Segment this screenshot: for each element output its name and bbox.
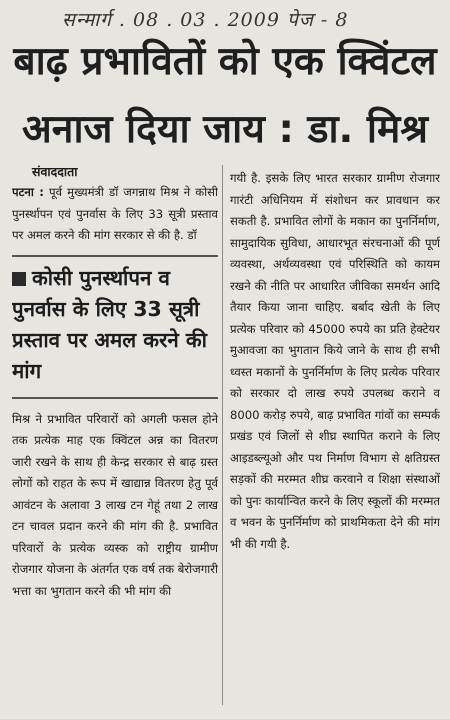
subheadline [12, 255, 218, 399]
right-paragraph-1: गयी है. इसके लिए भारत सरकार ग्रामीण रोजगार गारंटी अधिनियम में संशोधन कर प्रावधान कर सकती है. प्रभावित लोगों के मकान का पुनर्निर्माण, सामुदायिक सुविधा, आधारभूत संरचनाओं की पूर्ण व्यवस्था, अर्थव्यवस्था एवं परिस्थिति को कायम रखने की नीति पर आधारित जीविका समर्थन आदि तैयार किया जाना चाहिए. बर्बाद खेती के लिए प्रत्येक परिवार को 45000 रुपये का प्रति हेक्टेयर मुआवजा का भुगतान किये जाने के साथ ही सभी ध्वस्त मकानों के पुनर्निर्माण के लिए प्रत्येक परिवार को सरकार दो लाख रुपये उपलब्ध कराने व 8000 करोड़ रुपये, बाढ़ प्रभावित गांवों का सम्पर्क प्रखंड एवं जिलों से शीघ्र स्थापित कराने के लिए आइडब्ल्यूओ और पथ निर्माण विभाग से क्षतिग्रस्त सड़कों की मरम्मत शीघ्र करवाने व शिक्षा संस्थाओं को पुनः कार्यान्वित करने के लिए स्कूलों की मरम्मत व भवन के पुनर्निर्माण को प्राथमिकता देने की मांग भी की गयी है. [230, 171, 440, 551]
subheadline-text: कोसी पुनर्स्थापन व पुनर्वास के लिए 33 सूत्री प्रस्ताव पर अमल करने की मांग [12, 265, 207, 383]
column-divider [222, 165, 223, 705]
handwritten-date-note: सन्मार्ग . 08 . 03 . 2009 पेज - 8 [62, 9, 349, 31]
headline-line-2: अनाज दिया जाय : डा. मिश्र [22, 107, 428, 152]
square-bullet-icon [12, 272, 26, 286]
left-column [12, 162, 218, 714]
left-paragraph-2: मिश्र ने प्रभावित परिवारों को अगली फसल होने तक प्रत्येक माह एक क्विंटल अन्न का वितरण जारी रखने के साथ ही केन्द्र सरकार से बाढ़ ग्रस्त लोगों को राहत के रूप में खाद्यान्न वितरण हेतु पूर्व आवंटन के अलावा 3 लाख टन गेहूं तथा 2 लाख टन चावल प्रदान करने की मांग की है. प्रभावित परिवारों के प्रत्येक व्यस्क को राष्ट्रीय ग्रामीण रोजगार योजना के अंतर्गत एक वर्ष तक बेरोजगारी भत्ता का भुगतान करने की भी मांग की [12, 411, 218, 598]
dateline: पटना : [12, 185, 44, 199]
byline: संवाददाता [32, 164, 78, 179]
right-column [230, 168, 440, 720]
headline-line-1: बाढ़ प्रभावितों को एक क्विंटल [13, 39, 437, 84]
left-paragraph-1-text: पूर्व मुख्यमंत्री डॉ जगन्नाथ मिश्र ने कोसी पुनर्स्थापन एवं पुनर्वास के लिए 33 सूत्री प्रस्ताव पर अमल करने की मांग सरकार से की है. डॉ [12, 185, 218, 242]
left-paragraph-1 [12, 182, 218, 247]
